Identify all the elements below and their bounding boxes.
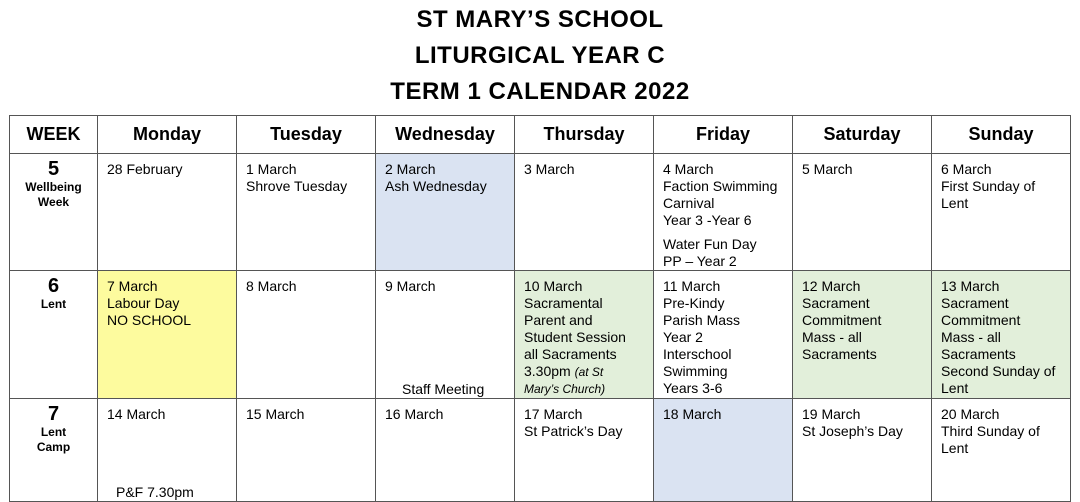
session-time: 3.30pm <box>524 363 571 379</box>
week-label: Lent <box>40 425 67 439</box>
cell-line: 8 March <box>246 278 297 294</box>
cell-line: PP – Year 2 <box>663 253 737 269</box>
day-cell-wednesday <box>376 399 515 502</box>
cell-line: Sacraments <box>802 346 877 362</box>
col-header-wednesday: Wednesday <box>376 116 515 154</box>
cell-line: Lent <box>941 195 969 211</box>
cell-line: Commitment <box>941 312 1021 328</box>
cell-line: Sacraments <box>941 346 1016 362</box>
cell-line: St Patrick’s Day <box>524 423 623 439</box>
day-cell-sunday <box>932 154 1071 271</box>
pf-meeting-note: P&F 7.30pm <box>116 484 194 500</box>
cell-line: Faction Swimming <box>663 178 778 194</box>
session-location: Mary’s Church) <box>524 382 606 396</box>
day-cell-wednesday <box>376 154 515 271</box>
cell-line: 20 March <box>941 406 1000 422</box>
cell-line: Sacrament <box>802 295 870 311</box>
week-cell <box>10 399 98 502</box>
week-label: Wellbeing <box>25 180 82 194</box>
cell-line: 15 March <box>246 406 305 422</box>
col-header-friday: Friday <box>654 116 793 154</box>
week-number: 5 <box>47 158 60 180</box>
cell-line: Swimming <box>663 363 728 379</box>
cell-line: 2 March <box>385 161 436 177</box>
day-cell-sunday <box>932 271 1071 399</box>
cell-line: Sacramental <box>524 295 603 311</box>
liturgical-year: LITURGICAL YEAR C <box>414 42 666 69</box>
day-cell-tuesday <box>237 399 376 502</box>
cell-line: NO SCHOOL <box>107 312 192 328</box>
cell-line: Pre-Kindy <box>663 295 725 311</box>
col-header-tuesday: Tuesday <box>237 116 376 154</box>
cell-line: Parent and <box>524 312 593 328</box>
cell-line: Lent <box>941 380 969 396</box>
cell-line: Water Fun Day <box>663 236 757 252</box>
cell-line: 3 March <box>524 161 575 177</box>
day-cell-monday <box>98 154 237 271</box>
week-label: Camp <box>36 440 71 454</box>
day-cell-saturday <box>793 154 932 271</box>
calendar-title: TERM 1 CALENDAR 2022 <box>390 78 690 105</box>
week-cell <box>10 271 98 399</box>
cell-line: 9 March <box>385 278 436 294</box>
week-number: 6 <box>47 275 60 297</box>
col-header-week: WEEK <box>10 116 98 154</box>
cell-line: Years 3-6 <box>663 380 723 396</box>
cell-line: Parish Mass <box>663 312 741 328</box>
cell-line: all Sacraments <box>524 346 617 362</box>
col-header-monday: Monday <box>98 116 237 154</box>
cell-line: 5 March <box>802 161 853 177</box>
cell-line: 12 March <box>802 278 861 294</box>
cell-line <box>524 363 645 381</box>
col-header-thursday: Thursday <box>515 116 654 154</box>
cell-line: Interschool <box>663 346 732 362</box>
day-cell-monday <box>98 271 237 399</box>
session-location: (at St <box>574 365 604 379</box>
cell-line: Student Session <box>524 329 626 345</box>
cell-line: 7 March <box>107 278 158 294</box>
cell-line: Mass - all <box>802 329 862 345</box>
day-cell-wednesday <box>376 271 515 399</box>
staff-meeting-note: Staff Meeting <box>402 381 485 397</box>
cell-line: Shrove Tuesday <box>246 178 348 194</box>
cell-line: Second Sunday of <box>941 363 1056 379</box>
cell-line: Year 3 -Year 6 <box>663 212 752 228</box>
day-cell-saturday <box>793 271 932 399</box>
cell-line: Third Sunday of <box>941 423 1040 439</box>
week-row <box>10 271 1071 399</box>
col-header-saturday: Saturday <box>793 116 932 154</box>
cell-line: 16 March <box>385 406 444 422</box>
term-calendar-table <box>9 115 1071 502</box>
cell-line: Ash Wednesday <box>385 178 487 194</box>
cell-line: Sacrament <box>941 295 1009 311</box>
week-label: Lent <box>40 297 67 311</box>
day-cell-monday <box>98 399 237 502</box>
school-name: ST MARY’S SCHOOL <box>416 6 664 33</box>
cell-line: Year 2 <box>663 329 703 345</box>
week-row <box>10 154 1071 271</box>
cell-line: 6 March <box>941 161 992 177</box>
week-label: Week <box>37 195 70 209</box>
cell-line: Labour Day <box>107 295 180 311</box>
day-cell-tuesday <box>237 154 376 271</box>
cell-line: 14 March <box>107 406 166 422</box>
cell-line: 28 February <box>107 161 183 177</box>
day-cell-friday <box>654 271 793 399</box>
day-cell-saturday <box>793 399 932 502</box>
cell-line: 4 March <box>663 161 714 177</box>
week-row <box>10 399 1071 502</box>
cell-line: 18 March <box>663 406 722 422</box>
cell-line: 17 March <box>524 406 583 422</box>
cell-line: 11 March <box>663 278 721 294</box>
header-row <box>10 116 1071 154</box>
col-header-sunday: Sunday <box>932 116 1071 154</box>
day-cell-friday <box>654 154 793 271</box>
day-cell-friday <box>654 399 793 502</box>
day-cell-thursday <box>515 399 654 502</box>
day-cell-thursday <box>515 271 654 399</box>
day-cell-tuesday <box>237 271 376 399</box>
cell-line: Commitment <box>802 312 882 328</box>
document-header <box>0 2 1080 110</box>
cell-line: Mass - all <box>941 329 1001 345</box>
cell-line: St Joseph’s Day <box>802 423 903 439</box>
cell-line: 19 March <box>802 406 861 422</box>
day-cell-sunday <box>932 399 1071 502</box>
cell-line: Carnival <box>663 195 715 211</box>
cell-line: First Sunday of <box>941 178 1036 194</box>
week-cell <box>10 154 98 271</box>
cell-line: 10 March <box>524 278 583 294</box>
week-number: 7 <box>47 403 60 425</box>
cell-line: 13 March <box>941 278 1000 294</box>
day-cell-thursday <box>515 154 654 271</box>
cell-line: Lent <box>941 440 969 456</box>
cell-line: 1 March <box>246 161 297 177</box>
